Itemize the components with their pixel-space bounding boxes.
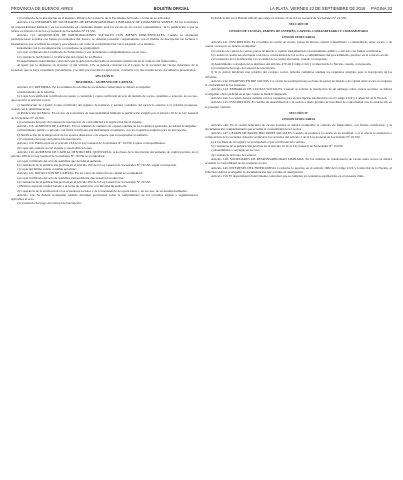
- right-paragraph: Artículo 144. La cesión deberá cumplir con los requisitos para su inscripción establecidos en el Código Civil y Comercial de la Nación.: [211, 96, 388, 101]
- right-paragraph: Artículo 149. INTERESES DEL FIDEICOMISO. Conforme lo previsto en el artículo 1682 del Código Civil y Comercial de la Nación, el fiduciario deberá acompañar la documentación que acredite su designación.: [205, 165, 392, 174]
- left-paragraph: b) Constancia del Estudio o certificación del origen de los Bienes.: [17, 54, 103, 59]
- right-paragraph: c) Asentimiento conyugal, en su caso.: [211, 148, 261, 153]
- right-section-heading: CESIÓN DE CUOTAS, PARTES DE INTERÉS, CAPITAL COMANDITARIO Y COMANDITADO: [229, 28, 368, 33]
- left-paragraph: c) Constancia del pago del arancel de inscripción.: [17, 137, 82, 142]
- left-paragraph: El departamento interviniente controlará que la aplicación efectuada se encuentre justificada en el contrato del fideicomiso.: [17, 58, 178, 63]
- right-section-heading: SECCIÓN IV: [288, 110, 309, 115]
- right-section-heading: SECCIÓN III: [288, 22, 309, 27]
- left-paragraph: Artículo 121. REDUCCIÓN DE CAPITAL. En los casos de reducción de capital se acompañará:: [17, 171, 144, 176]
- right-paragraph: Artículo 145. INSCRIPCIÓN. El cambio de denominación o la cesión a título gratuito se inscribirá de conformidad con lo establecido en el presente capítulo.: [205, 100, 392, 109]
- left-paragraph: a) Copia certificada del acta de asamblea extraordinaria que resuelva la reducción.: [17, 175, 125, 180]
- right-section-heading: CESIÓN FIDUCIARIA: [281, 117, 316, 122]
- left-paragraph: Al igual que lo dispuesto en el inciso c) del artículo 133, se deberá constatar en el Legajo de la sociedad del cuerpo fiduciario de la sociedad, que se haya constituido previamente, y se dará por inscripta la aportación, conforme a lo que resulta de los documentos presentados.: [11, 63, 198, 72]
- right-paragraph: d) Asentimiento conyugal en los términos del artículo 470 del Código Civil y Comercial de la Nación, cuando corresponda.: [211, 61, 372, 66]
- right-paragraph: h) Publicación en el Boletín Oficial que exige el artículo 10 de la Ley General de Sociedades N° 19.550.: [211, 16, 347, 20]
- page-header: [11, 4, 392, 13]
- left-paragraph: d) Copia del contrato social vigente y sus modificaciones.: [17, 145, 93, 150]
- right-paragraph: b) Cuando la cesión sea efectuada a terceros, conformidad de los socios o cumplimiento del procedimiento previsto en el contrato social.: [211, 53, 389, 58]
- left-paragraph: Artículo 117. REFORMA. En los trámites de reforma de sociedades comerciales se deberá acompañar:: [17, 85, 151, 90]
- left-paragraph: b) Justificación de la integración de los aportes dinerarios o en especie que correspondan al aumento.: [17, 132, 149, 137]
- right-paragraph: Artículo 148. SOCIEDADES DE RESPONSABILIDAD LIMITADA. En los trámites de transferencia de cuotas entre socios se deberá acreditar la conformidad de los restantes socios.: [205, 156, 392, 166]
- right-paragraph: Artículo 143. EMBARGO DE CUOTAS SOCIALES. Cuando se solicite la inscripción de un embargo sobre cuotas sociales, se deberá acompañar oficio judicial en el que conste la medida dispuesta.: [205, 87, 392, 96]
- left-paragraph: Artículo 119. Publicación en el artículo 194 de la Ley General de Sociedades N° 19.550. Copias correspondientes.: [17, 141, 166, 146]
- right-paragraph: b) Constancia de la publicación prevista en el artículo 10 de la Ley General de Sociedades N° 19.550.: [211, 144, 344, 149]
- left-paragraph: Artículo 114. INFORMES DE SOCIEDADES DE RESPONSABILIDAD LIMITADA Y DE COMANDITA SIMPLE. En las sociedades de responsabilidad limitada y en las sociedades en comandita simple para las cuotas de los socios comanditarios, de la publicación a que se refiere el artículo 10 de la Ley General de Sociedades N° 19.550.: [11, 20, 198, 33]
- left-paragraph: c) Constancia de la inscripción en el Registro Público de Comercio de la Escribanía del fondo o fecha de su actividad.: [17, 16, 171, 20]
- right-paragraph: Artículo 146. En la cesión fiduciaria de cuotas sociales se deberá acompañar el contrato de fideicomiso, con firmas certificadas, y la documentación complementaria que acredite la conformidad de los socios.: [205, 122, 392, 131]
- right-paragraph: c) Constancia de la notificación a la sociedad de la cesión efectuada, cuando corresponda.: [211, 57, 328, 62]
- left-paragraph: b) Copia fotocertificada certificada en cuanto a contenido y copia certificada de acta de reunión de socios, asamblea o acuerdo, en su caso, que resolvió la reforma social.: [11, 94, 198, 103]
- left-paragraph: d) Publicación del Edicto. En el caso de sociedades de responsabilidad limitada la publicación exigida por el artículo 10 de la Ley General de Sociedades N° 19.550.: [11, 111, 198, 120]
- left-paragraph: a) Copia certificada del Certificado de Fideicomiso y sus documentos complementarios, en su caso.: [17, 50, 147, 55]
- right-paragraph: f) Si la cesión implicara una reforma del contrato social, deberán cumplirse además los requisitos exigidos para la inscripción de las reformas.: [205, 70, 392, 79]
- left-paragraph: Artículo 122. Se deberá acompañar además dictamen profesional sobre el cumplimiento de los recaudos legales y reglamentarios aplicables al acto.: [11, 192, 198, 202]
- left-paragraph: b) Constancia de la publicación prevista en el artículo 194 de la Ley General de Sociedades N° 19.550, según corresponda.: [17, 162, 177, 167]
- left-paragraph: Juntamente con la documentación a consultarse se acompañará:: [17, 46, 100, 51]
- left-paragraph: Artículo 118. AUMENTO DE CAPITAL. En los trámites de aumento de capital, además de los requisitos generales, se deberá acompañar:: [17, 124, 197, 129]
- header-province: PROVINCIA DE BUENOS AIRES: [11, 5, 73, 11]
- right-column: [205, 16, 392, 477]
- left-paragraph: a) Instrumento público o privado con firma certificada que instrumente el aumento, con los requisitos exigidos para su inscripción.: [17, 128, 187, 133]
- left-paragraph: c) Balance especial confeccionado a la fecha de reducción, con informe de auditoría.: [17, 184, 128, 189]
- right-paragraph: a) A los fines de su registro se acompañará copia certificada del contrato.: [211, 139, 306, 144]
- right-paragraph: d) Constancia del pago del arancel.: [211, 152, 257, 157]
- right-paragraph: Artículo 147. CESIÓN DE PARTICIPACIONES SOCIALES. Cuando se produzca la cesión en su totalidad, o si se afecta la existencia o composición de la sociedad, deberán verificarse los recaudos del artículo 1 de la Ley General de Sociedades N° 19.550.: [205, 131, 392, 140]
- right-paragraph: Artículo 142. INGRESOS ENTRE SOCIOS. La cesión de participaciones sociales de partes de interés o de capital entre socios no requiere la conformidad de los restantes.: [205, 78, 392, 88]
- left-paragraph: c) Copia del último estado contable aprobado.: [17, 167, 77, 172]
- left-paragraph: d) Constancia de la notificación a los acreedores sociales y de la inexistencia de oposiciones o, en su caso, de su desinteresamiento.: [17, 188, 188, 193]
- left-paragraph: b) Constancia de la publicación prevista en el artículo 204 de la Ley General de Sociedades N° 19.550.: [17, 179, 151, 184]
- left-paragraph: c) Justificación de Capital. Copia certificada del registro de balances y estados contables del ejercicio anterior a la reforma propuesta, cuando así lo determine la ley.: [11, 102, 198, 111]
- left-paragraph: Artículo 120. AUMENTO DE CAPITAL DENTRO DEL QUÍNTUPLO. A los fines de la inscripción del aumento de capital previsto en el artículo 188 de la Ley General de Sociedades N° 19.550 se acompañará:: [11, 149, 198, 159]
- right-section-heading: CESIÓN FIDUCIARIA: [281, 34, 316, 39]
- left-paragraph: Artículo 115. ADQUISICIÓN DE PARTICIPACIONES SOCIALES CON BIENES PORCENTUALES. Cuando se adquieran participaciones sociales con bienes provenientes del Tesoro, se deberán presentar conjuntamente con el trámite de inscripción las facturas o instrumentos que acrediten su origen y procedencia, así como la conformidad del valor asignado a los mismos.: [11, 33, 198, 46]
- left-paragraph: e) Constancia del pago del arancel de inscripción, de conformidad a la legislación fiscal vigente.: [17, 119, 143, 124]
- left-paragraph: a) Copia certificada del acta de asamblea que decidió el aumento.: [17, 158, 103, 163]
- right-paragraph: Artículo 150. El departamento interviniente controlará que se cumplan los requisitos establecidos en el presente título.: [211, 174, 365, 179]
- left-paragraph: a) Instrumento de la reforma.: [17, 89, 55, 94]
- left-section-heading: REFORMA – AUMENTO DE CAPITAL: [75, 80, 134, 85]
- left-column: [11, 16, 198, 477]
- right-paragraph: a) Contrato de cesión de cuotas, partes de interés o capital, instrumentado en instrumento público o privado con firmas certificadas.: [211, 48, 382, 53]
- left-section-heading: SECCIÓN II: [95, 73, 114, 78]
- right-paragraph: e) Constancia del pago del arancel de inscripción.: [211, 65, 276, 70]
- right-paragraph: Artículo 141. INSCRIPCIÓN. En el trámite de cesión de cuotas, partes de interés, capital comanditario o comanditado, entre socios, o de cesión a terceros, se deberá acompañar:: [205, 40, 392, 49]
- header-bulletin-title: BOLETÍN OFICIAL: [153, 5, 190, 11]
- left-paragraph: e) Constancia del pago del arancel de inscripción.: [17, 201, 82, 206]
- header-date-page: LA PLATA, VIERNES 23 DE SEPTIEMBRE DE 2016 PÁGINA 33: [269, 5, 392, 11]
